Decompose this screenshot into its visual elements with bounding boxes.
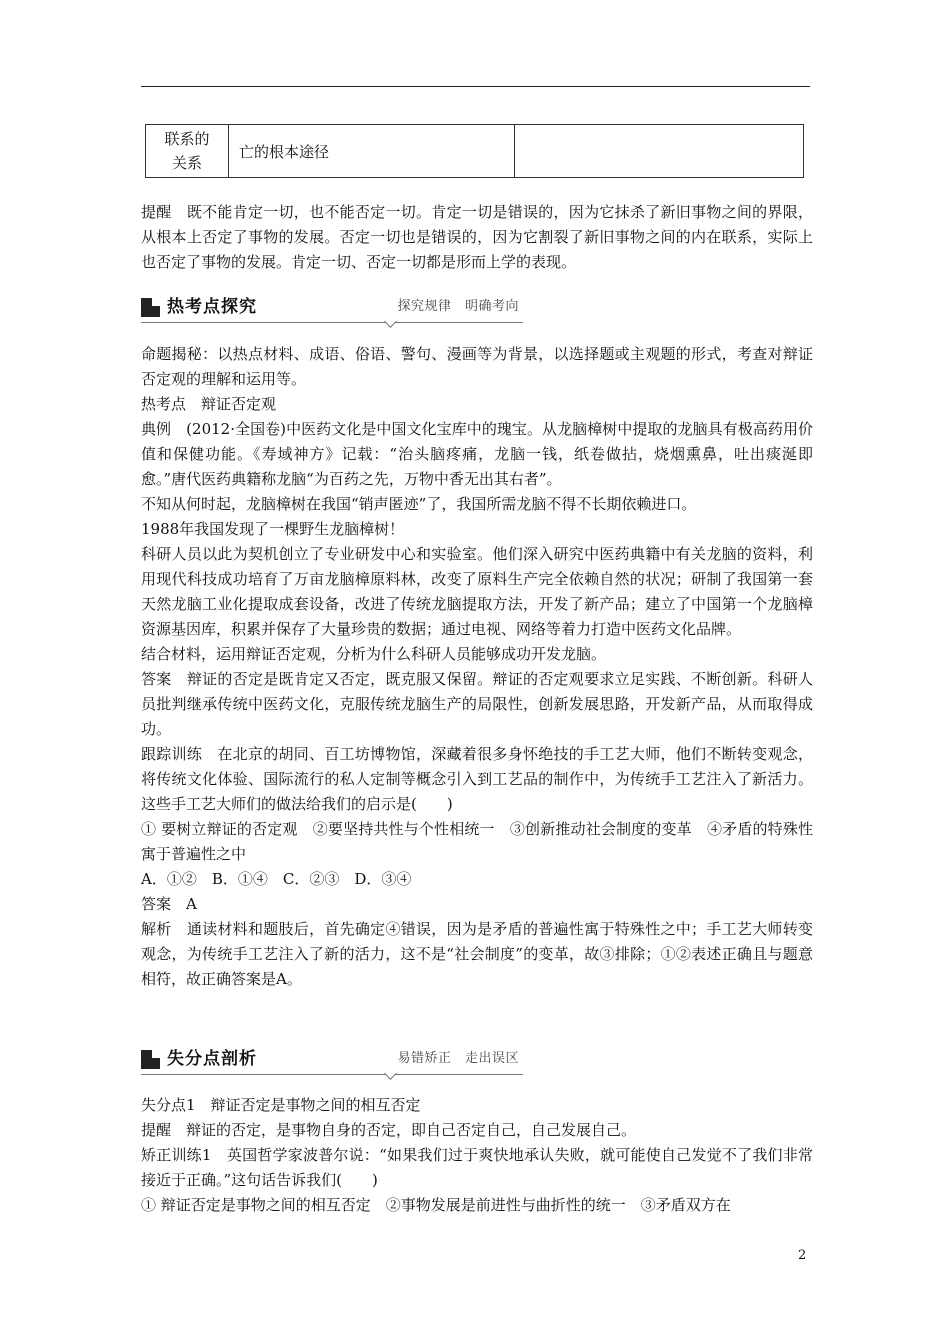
error-point-heading: 失分点1 辩证否定是事物之间的相互否定 bbox=[141, 1096, 421, 1114]
section-subtitle: 探究规律 明确考向 bbox=[397, 299, 519, 314]
question-paragraph: 结合材料，运用辩证否定观，分析为什么科研人员能够成功开发龙脑。 bbox=[141, 645, 607, 663]
section1-body bbox=[141, 342, 813, 992]
section-header-error-points bbox=[141, 1047, 523, 1075]
section-subtitle: 易错矫正 走出误区 bbox=[397, 1051, 519, 1066]
section-mark-icon bbox=[141, 298, 160, 317]
section2-body bbox=[141, 1093, 813, 1218]
comparison-table bbox=[145, 124, 804, 178]
section-mark-icon bbox=[141, 1050, 160, 1069]
section-underline bbox=[141, 322, 523, 323]
header-rule bbox=[141, 86, 810, 87]
topic-heading: 热考点 辩证否定观 bbox=[141, 395, 277, 413]
exercise-paragraph: 跟踪训练 在北京的胡同、百工坊博物馆，深藏着很多身怀绝技的手工艺大师，他们不断转变观念，将传统文化体验、国际流行的私人定制等概念引入到工艺品的制作中，为传统手工艺注入了新活力。这些手工艺大师们的做法给我们的启示是( ) bbox=[141, 745, 813, 813]
material-paragraph: 科研人员以此为契机创立了专业研发中心和实验室。他们深入研究中医药典籍中有关龙脑的资料，利用现代科技成功培育了万亩龙脑樟原料林，改变了原料生产完全依赖自然的状况；研制了我国第一套天然龙脑工业化提取成套设备，改进了传统龙脑提取方法，开发了新产品；建立了中国第一个龙脑樟资源基因库，积累并保存了大量珍贵的数据；通过电视、网络等着力打造中医药文化品牌。 bbox=[141, 545, 813, 638]
section-notch-icon bbox=[384, 315, 397, 328]
table-cell-label: 联系的 关系 bbox=[146, 125, 229, 178]
reminder-paragraph: 提醒 既不能肯定一切，也不能否定一切。肯定一切是错误的，因为它抹杀了新旧事物之间的界限，从根本上否定了事物的发展。否定一切也是错误的，因为它割裂了新旧事物之间的内在联系，实际上也否定了事物的发展。肯定一切、否定一切都是形而上学的表现。 bbox=[141, 203, 813, 271]
section-title: 失分点剖析 bbox=[167, 1049, 257, 1069]
material-paragraph: 1988年我国发现了一棵野生龙脑樟树！ bbox=[141, 520, 405, 538]
options-paragraph: ① 辩证否定是事物之间的相互否定 ②事物发展是前进性与曲折性的统一 ③矛盾双方在 bbox=[141, 1196, 731, 1214]
intro-paragraph: 命题揭秘：以热点材料、成语、俗语、警句、漫画等为背景，以选择题或主观题的形式，考查对辩证否定观的理解和运用等。 bbox=[141, 345, 813, 388]
exercise-paragraph: 矫正训练1 英国哲学家波普尔说：“如果我们过于爽快地承认失败，就可能使自己发觉不了我们非常接近于正确。”这句话告诉我们( ) bbox=[141, 1146, 813, 1189]
section-underline bbox=[141, 1074, 523, 1075]
table-row bbox=[146, 125, 804, 178]
section-title: 热考点探究 bbox=[167, 297, 257, 317]
options-paragraph: ① 要树立辩证的否定观 ②要坚持共性与个性相统一 ③创新推动社会制度的变革 ④矛盾的特殊性寓于普遍性之中 bbox=[141, 820, 813, 863]
page-number: 2 bbox=[798, 1248, 807, 1263]
section-header-hot-topics bbox=[141, 295, 523, 323]
table-cell-empty bbox=[515, 125, 804, 178]
example-paragraph: 典例 (2012·全国卷)中医药文化是中国文化宝库中的瑰宝。从龙脑樟树中提取的龙脑具有极高药用价值和保健功能。《寿域神方》记载：“治头脑疼痛，龙脑一钱，纸卷做拈，烧烟熏鼻，吐出痰涎即愈。”唐代医药典籍称龙脑“为百药之先，万物中香无出其右者”。 bbox=[141, 420, 813, 488]
table-cell-content: 亡的根本途径 bbox=[229, 125, 515, 178]
analysis-paragraph: 解析 通读材料和题肢后，首先确定④错误，因为是矛盾的普遍性寓于特殊性之中；手工艺大师转变观念，为传统手工艺注入了新的活力，这不是“社会制度”的变革，故③排除；①②表述正确且与题意相符，故正确答案是A。 bbox=[141, 920, 813, 988]
reminder-paragraph: 提醒 辩证的否定，是事物自身的否定，即自己否定自己，自己发展自己。 bbox=[141, 1121, 637, 1139]
answer-paragraph: 答案 辩证的否定是既肯定又否定，既克服又保留。辩证的否定观要求立足实践、不断创新。科研人员批判继承传统中医药文化，克服传统龙脑生产的局限性，创新发展思路，开发新产品，从而取得成功。 bbox=[141, 670, 813, 738]
answer-line: 答案 A bbox=[141, 895, 197, 913]
choices-line: A．①② B．①④ C．②③ D．③④ bbox=[141, 870, 412, 888]
material-paragraph: 不知从何时起，龙脑樟树在我国“销声匿迹”了，我国所需龙脑不得不长期依赖进口。 bbox=[141, 495, 697, 513]
section-notch-icon bbox=[384, 1067, 397, 1080]
